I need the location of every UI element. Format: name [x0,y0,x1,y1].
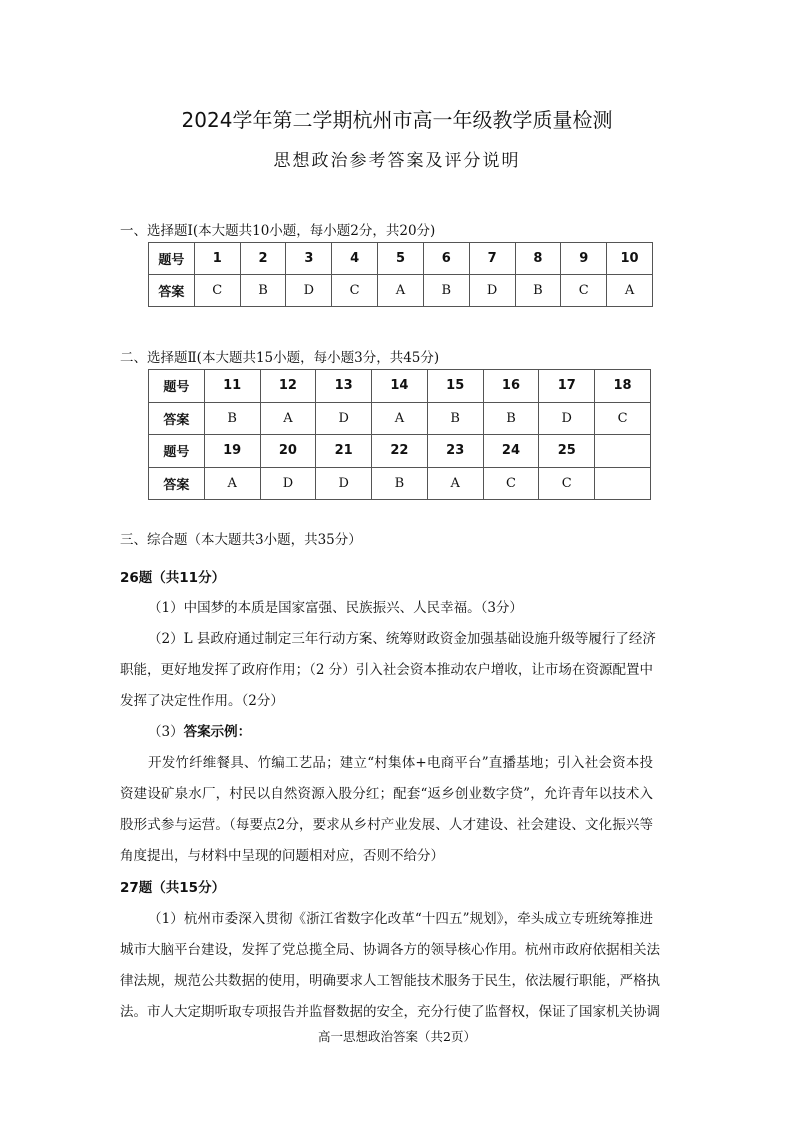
question-number-cell: 9 [561,243,607,275]
question-number-cell: 8 [515,243,561,275]
row-label: 题号 [149,435,205,468]
q26-part3-prefix: （3） [148,724,184,740]
row-label: 答案 [149,467,205,500]
document-subtitle: 思想政治参考答案及评分说明 [273,151,521,171]
answer-cell: C [539,467,595,500]
q27-part1-line: 城市大脑平台建设，发挥了党总揽全局、协调各方的领导核心作用。杭州市政府依据相关法 [120,942,660,958]
section1-heading: 一、选择题Ⅰ(本大题共10小题，每小题2分，共20分) [120,223,436,239]
question-number-cell: 24 [483,435,539,468]
q26-example-line: 开发竹纤维餐具、竹编工艺品；建立“村集体+电商平台”直播基地；引入社会资本投 [148,755,653,771]
question-number-cell: 19 [204,435,260,468]
question-number-cell: 6 [423,243,469,275]
answer-cell: D [469,275,515,307]
q26-example-line: 角度提出，与材料中呈现的问题相对应，否则不给分） [120,848,444,864]
question-number-cell [595,435,651,468]
answer-cell: D [316,467,372,500]
answer-table-1 [148,242,653,307]
answer-cell: C [561,275,607,307]
answer-cell: D [286,275,332,307]
document-title: 2024学年第二学期杭州市高一年级教学质量检测 [181,108,613,132]
question-number-cell: 2 [240,243,286,275]
q26-part2-line: 职能，更好地发挥了政府作用；（2 分）引入社会资本推动农户增收，让市场在资源配置中 [120,662,653,678]
question-number-cell: 11 [204,370,260,403]
question-number-cell: 23 [427,435,483,468]
question-number-cell: 20 [260,435,316,468]
q27-title: 27题（共15分） [120,880,226,896]
question-number-cell: 21 [316,435,372,468]
page-footer: 高一思想政治答案（共2页） [318,1029,476,1044]
question-number-cell: 18 [595,370,651,403]
answer-cell: C [595,402,651,435]
question-number-cell: 7 [469,243,515,275]
question-number-cell: 10 [607,243,653,275]
section3-heading: 三、综合题（本大题共3小题，共35分） [120,532,362,548]
answer-cell: D [539,402,595,435]
q26-example-line: 资建设矿泉水厂，村民以自然资源入股分红；配套“返乡创业数字贷”，允许青年以技术入 [120,786,653,802]
answer-cell: A [427,467,483,500]
section2-heading: 二、选择题Ⅱ(本大题共15小题，每小题3分，共45分) [120,350,440,366]
answer-cell: C [194,275,240,307]
question-number-cell: 25 [539,435,595,468]
q26-part1: （1）中国梦的本质是国家富强、民族振兴、人民幸福。（3分） [148,600,523,616]
q27-part1-line: 律法规，规范公共数据的使用，明确要求人工智能技术服务于民生，依法履行职能，严格执 [120,973,660,989]
answer-cell: A [372,402,428,435]
q26-part3-bold: 答案示例： [183,724,252,740]
answer-cell: B [515,275,561,307]
question-number-cell: 12 [260,370,316,403]
answer-cell: A [260,402,316,435]
question-number-cell: 1 [194,243,240,275]
answer-cell: B [483,402,539,435]
answer-cell: D [316,402,372,435]
answer-cell: A [378,275,424,307]
question-number-cell: 3 [286,243,332,275]
answer-cell [595,467,651,500]
question-number-cell: 14 [372,370,428,403]
q27-part1-line: 法。市人大定期听取专项报告并监督数据的安全，充分行使了监督权，保证了国家机关协调 [120,1004,660,1020]
answer-cell: A [204,467,260,500]
answer-cell: C [483,467,539,500]
answer-cell: B [240,275,286,307]
answer-cell: B [427,402,483,435]
question-number-cell: 17 [539,370,595,403]
answer-cell: C [332,275,378,307]
row-label: 答案 [149,275,195,307]
question-number-cell: 15 [427,370,483,403]
q27-part1-line: （1）杭州市委深入贯彻《浙江省数字化改革“十四五”规划》，牵头成立专班统筹推进 [148,911,653,927]
question-number-cell: 16 [483,370,539,403]
question-number-cell: 5 [378,243,424,275]
q26-part2-line: 发挥了决定性作用。（2分） [120,693,284,709]
q26-part2-line: （2）L 县政府通过制定三年行动方案、统筹财政资金加强基础设施升级等履行了经济 [148,631,656,647]
answer-cell: B [372,467,428,500]
q26-example-line: 股形式参与运营。（每要点2分，要求从乡村产业发展、人才建设、社会建设、文化振兴等 [120,817,653,833]
answer-cell: A [607,275,653,307]
row-label: 题号 [149,243,195,275]
answer-table-2 [148,369,651,500]
answer-cell: B [204,402,260,435]
question-number-cell: 4 [332,243,378,275]
q26-title: 26题（共11分） [120,570,226,586]
answer-cell: D [260,467,316,500]
row-label: 题号 [149,370,205,403]
question-number-cell: 13 [316,370,372,403]
answer-cell: B [423,275,469,307]
q26-part3-label [120,720,653,740]
question-number-cell: 22 [372,435,428,468]
row-label: 答案 [149,402,205,435]
